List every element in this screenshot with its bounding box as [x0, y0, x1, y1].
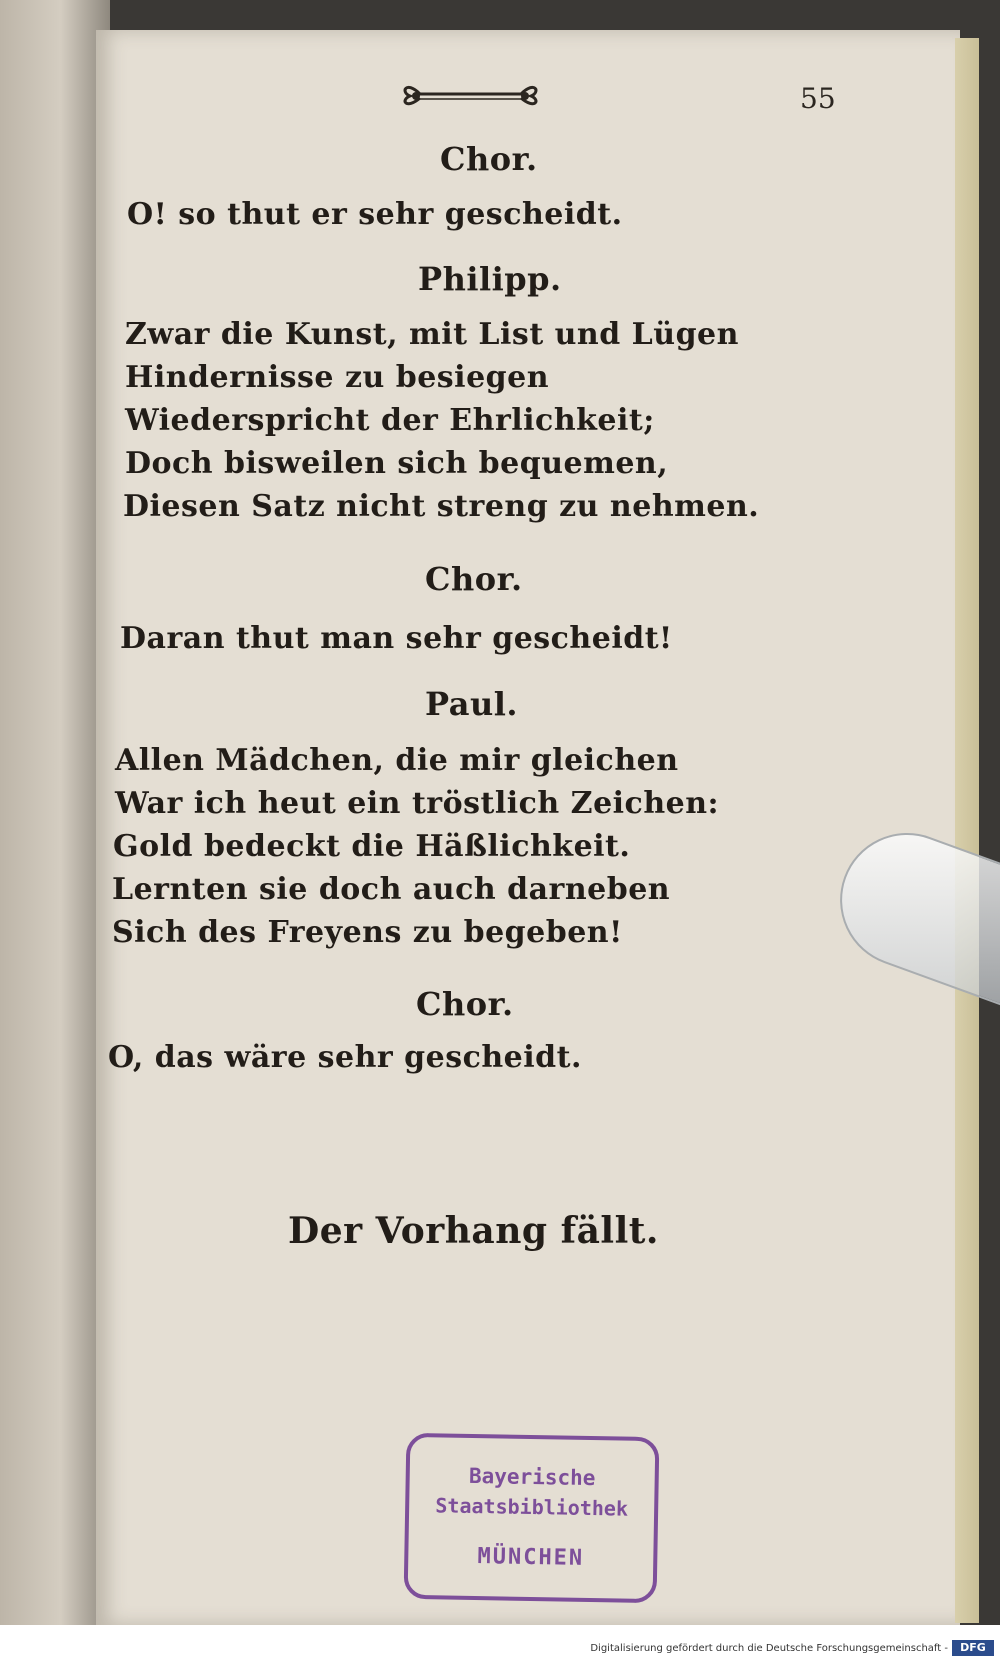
speaker-label: Paul. — [425, 685, 518, 723]
verse-line: O! so thut er sehr gescheidt. — [127, 197, 623, 232]
library-stamp — [404, 1433, 660, 1603]
verse-line: Allen Mädchen, die mir gleichen — [115, 743, 679, 778]
stage-direction: Der Vorhang fällt. — [288, 1210, 659, 1252]
page-stack-edge — [955, 38, 979, 1623]
facing-page-edge — [0, 0, 110, 1625]
stamp-line: MÜNCHEN — [477, 1544, 585, 1571]
verse-line: Hindernisse zu besiegen — [125, 360, 550, 395]
speaker-label: Chor. — [425, 560, 523, 598]
verse-line: Gold bedeckt die Häßlichkeit. — [113, 829, 631, 864]
verse-line: Lernten sie doch auch darneben — [112, 872, 671, 907]
verse-line: Wiederspricht der Ehrlichkeit; — [125, 403, 655, 438]
verse-line: Zwar die Kunst, mit List und Lügen — [125, 317, 739, 352]
stamp-line: Bayerische — [468, 1463, 596, 1491]
verse-line: Sich des Freyens zu begeben! — [112, 915, 623, 950]
digitization-credit: Digitalisierung gefördert durch die Deutsche Forschungsgemeinschaft - — [590, 1643, 948, 1654]
speaker-label: Chor. — [416, 985, 514, 1023]
speaker-label: Philipp. — [418, 260, 562, 298]
page-number: 55 — [800, 82, 836, 115]
ornament-icon — [398, 72, 543, 116]
stamp-line: Staatsbibliothek — [435, 1493, 629, 1521]
speaker-label: Chor. — [440, 140, 538, 178]
verse-line: War ich heut ein tröstlich Zeichen: — [115, 786, 720, 821]
verse-line: Diesen Satz nicht streng zu nehmen. — [123, 489, 760, 524]
verse-line: O, das wäre sehr gescheidt. — [108, 1040, 582, 1075]
verse-line: Doch bisweilen sich bequemen, — [125, 446, 669, 481]
dfg-logo: DFG — [952, 1640, 994, 1656]
verse-line: Daran thut man sehr gescheidt! — [120, 621, 673, 656]
